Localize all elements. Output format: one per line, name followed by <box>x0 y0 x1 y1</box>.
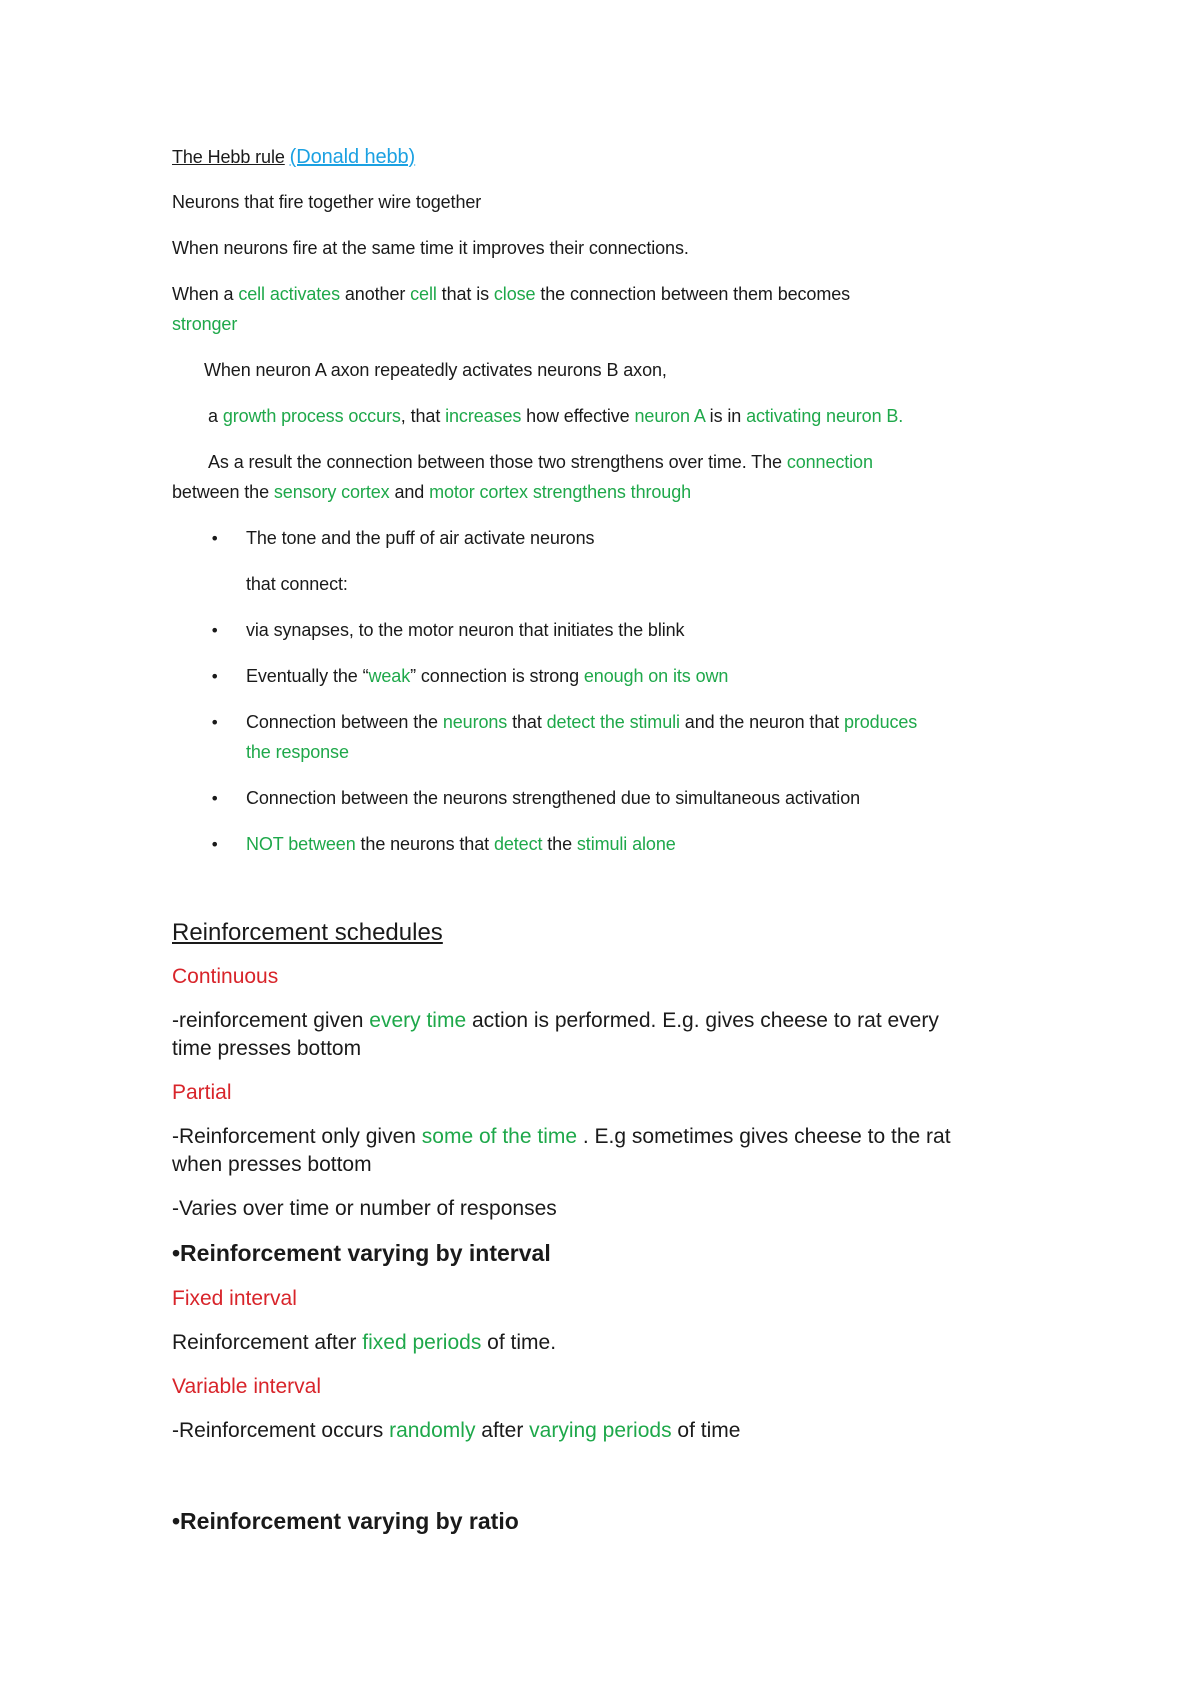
highlight: detect the stimuli <box>546 712 680 732</box>
varies-line: -Varies over time or number of responses <box>172 1197 557 1220</box>
text: that <box>507 712 547 732</box>
line-cell-activates <box>172 284 850 305</box>
highlight: stimuli alone <box>576 834 676 854</box>
text: of time. <box>481 1331 557 1354</box>
text: ” connection is strong <box>410 666 584 686</box>
highlight: motor cortex strengthens through <box>429 482 692 502</box>
bullet-not-between <box>246 834 676 855</box>
text: the connection between them becomes <box>535 284 851 304</box>
bullet-tone-puff: The tone and the puff of air activate neurons <box>246 528 595 548</box>
highlight: cell <box>410 284 437 304</box>
text: after <box>475 1419 530 1442</box>
line-neuron-a: When neuron A axon repeatedly activates neurons B axon, <box>204 360 667 380</box>
highlight: increases <box>445 406 522 426</box>
line-cell-activates-cont: stronger <box>172 314 238 334</box>
highlight: activating neuron B. <box>746 406 904 426</box>
text: the neurons that <box>355 834 494 854</box>
line-same-time: When neurons fire at the same time it improves their connections. <box>172 238 689 258</box>
line-growth-process <box>208 406 903 427</box>
line-as-a-result-cont <box>172 482 691 503</box>
text: -Reinforcement only given <box>172 1125 422 1148</box>
text: Connection between the <box>246 712 443 732</box>
highlight: growth process occurs <box>222 406 401 426</box>
highlight: enough on its own <box>583 666 729 686</box>
line-as-a-result <box>208 452 873 473</box>
bullet-connection-detect-cont: the response <box>246 742 349 762</box>
bullet-dot: • <box>210 789 220 808</box>
text: a <box>208 406 223 426</box>
hebb-title-text: The Hebb rule <box>172 147 285 167</box>
text: action is performed. E.g. gives cheese to rat every <box>466 1009 939 1032</box>
text: and the neuron that <box>679 712 844 732</box>
by-ratio-heading: •Reinforcement varying by ratio <box>172 1508 519 1534</box>
bullet-strengthened: Connection between the neurons strengthened due to simultaneous activation <box>246 788 861 808</box>
highlight: sensory cortex <box>273 482 390 502</box>
highlight: every time <box>369 1009 467 1032</box>
continuous-desc <box>172 1009 939 1033</box>
bullet-eventually <box>246 666 728 687</box>
continuous-heading: Continuous <box>172 965 279 988</box>
highlight: produces <box>843 712 918 732</box>
highlight: some of the time <box>421 1125 578 1148</box>
text: the <box>542 834 577 854</box>
fixed-interval-heading: Fixed interval <box>172 1287 297 1310</box>
text: between the <box>172 482 274 502</box>
hebb-title <box>172 146 415 169</box>
highlight: randomly <box>389 1419 476 1442</box>
bullet-via-synapses: via synapses, to the motor neuron that initiates the blink <box>246 620 685 640</box>
highlight: cell activates <box>238 284 340 304</box>
bullet-dot: • <box>210 621 220 640</box>
partial-desc <box>172 1125 951 1149</box>
bullet-dot: • <box>210 529 220 548</box>
bullet-dot: • <box>210 713 220 732</box>
text: another <box>340 284 411 304</box>
text: -reinforcement given <box>172 1009 370 1032</box>
variable-interval-heading: Variable interval <box>172 1375 322 1398</box>
highlight: connection <box>786 452 873 472</box>
text: and <box>389 482 430 502</box>
bullet-connection-detect <box>246 712 917 733</box>
by-interval-heading: •Reinforcement varying by interval <box>172 1240 551 1266</box>
text: As a result the connection between those two strengthens over time. The <box>208 452 787 472</box>
highlight: neurons <box>442 712 508 732</box>
partial-heading: Partial <box>172 1081 232 1104</box>
text: . E.g sometimes gives cheese to the rat <box>577 1125 951 1148</box>
line-fire-together: Neurons that fire together wire together <box>172 192 482 212</box>
text: how effective <box>521 406 635 426</box>
continuous-desc-cont: time presses bottom <box>172 1037 362 1060</box>
highlight: NOT between <box>246 834 356 854</box>
text: When a <box>172 284 239 304</box>
bullet-dot: • <box>210 835 220 854</box>
reinforcement-heading: Reinforcement schedules <box>172 919 443 946</box>
highlight: weak <box>368 666 411 686</box>
highlight: varying periods <box>529 1419 672 1442</box>
text: is in <box>704 406 747 426</box>
variable-interval-desc <box>172 1419 740 1443</box>
hebb-title-author: (Donald hebb) <box>289 146 416 168</box>
text: Reinforcement after <box>172 1331 363 1354</box>
highlight: fixed periods <box>362 1331 482 1354</box>
highlight: neuron A <box>634 406 705 426</box>
fixed-interval-desc <box>172 1331 556 1355</box>
text: -Reinforcement occurs <box>172 1419 390 1442</box>
text: of time <box>671 1419 741 1442</box>
text: that is <box>436 284 494 304</box>
text: , that <box>400 406 446 426</box>
bullet-dot: • <box>210 667 220 686</box>
highlight: close <box>493 284 536 304</box>
bullet-tone-puff-cont: that connect: <box>246 574 348 594</box>
partial-desc-cont: when presses bottom <box>172 1153 372 1176</box>
text: Eventually the “ <box>246 666 369 686</box>
highlight: detect <box>493 834 543 854</box>
